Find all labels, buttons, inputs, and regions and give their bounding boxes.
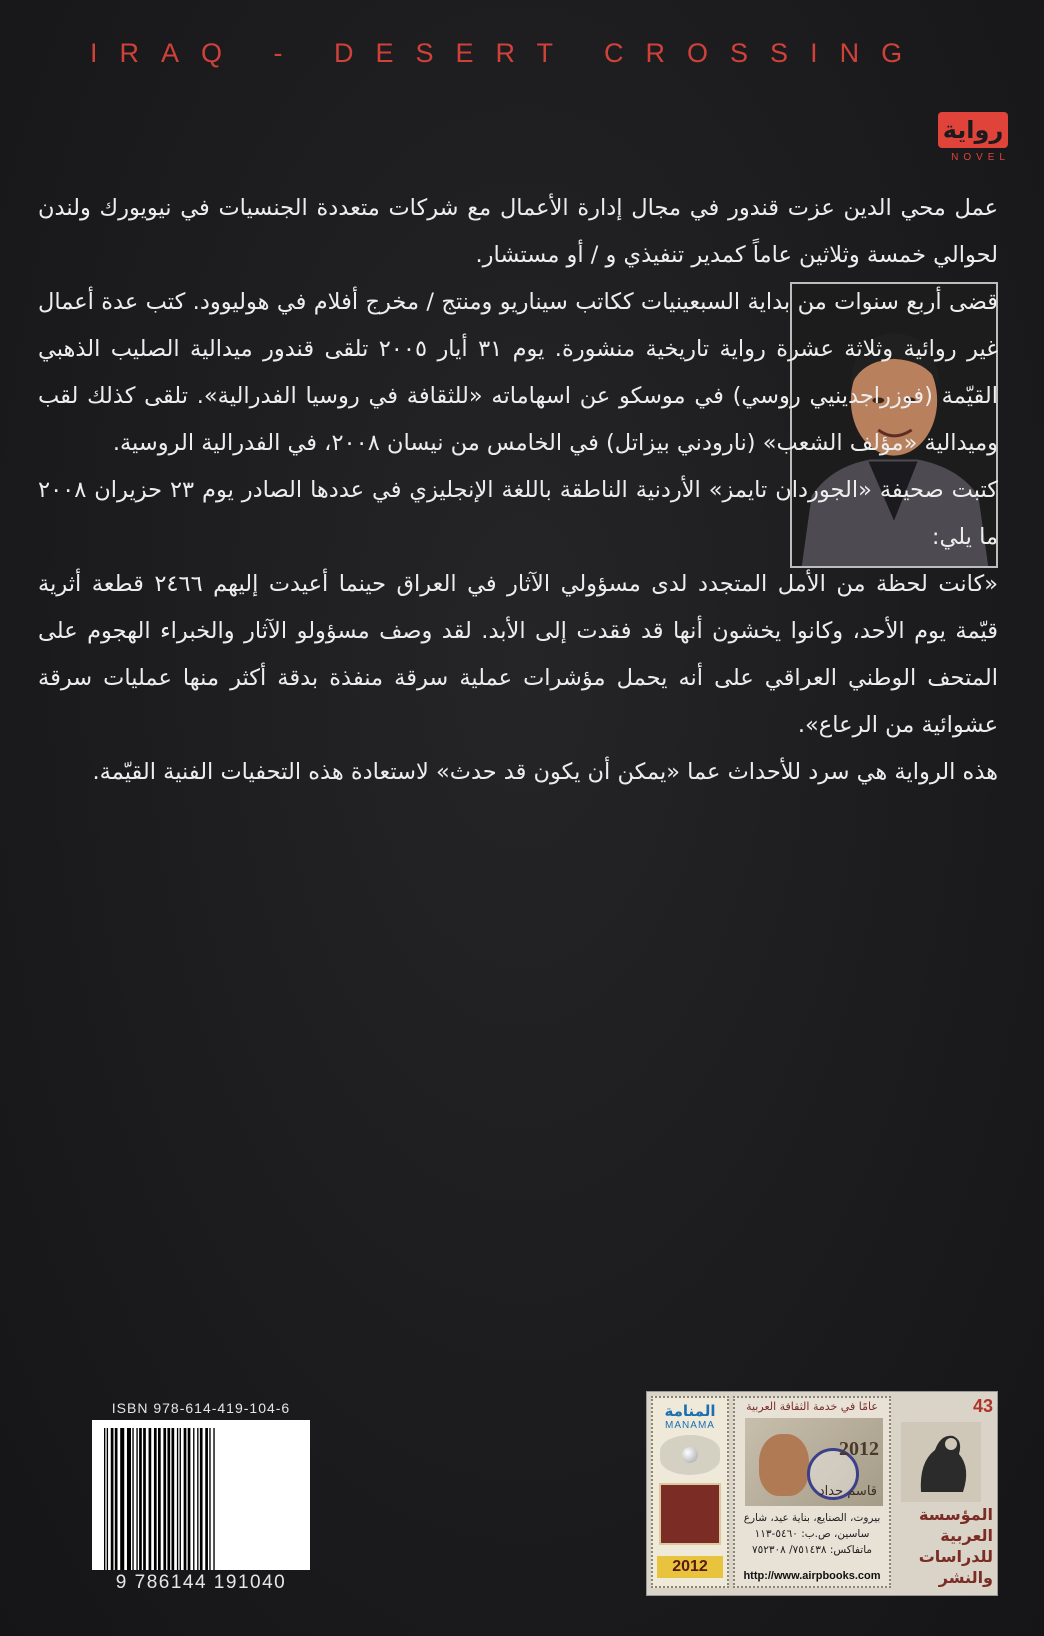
publisher-emblem-icon (901, 1422, 981, 1502)
anniversary-stamp (733, 1396, 891, 1588)
barcode-bar (172, 1428, 175, 1570)
barcode-bar (139, 1428, 142, 1570)
manama-arabic: المنامة (664, 1402, 716, 1420)
barcode-bar (136, 1428, 137, 1570)
barcode-bar (209, 1428, 210, 1570)
novel-logo (928, 112, 1010, 170)
pearl-icon (660, 1435, 720, 1475)
poet-face-icon (759, 1434, 809, 1496)
barcode-bar (167, 1428, 170, 1570)
author-bio-paragraph-1: عمل محي الدين عزت قندور في مجال إدارة الأعمال مع شركات متعددة الجنسيات في نيويورك ولندن لحوالي خمسة وثلاثين عاماً كمدير تنفيذي و / أو مستشار. (38, 195, 998, 268)
manama-stamp (651, 1396, 729, 1588)
logo-sub: NOVEL (951, 152, 1010, 163)
series-title: IRAQ - DESERT CROSSING (90, 38, 925, 68)
calligraphy-seal-icon (659, 1483, 721, 1545)
barcode-bars (102, 1428, 300, 1570)
isbn-number: 9 786144 191040 (115, 1572, 287, 1593)
barcode-block (92, 1400, 310, 1610)
stamp-name: قاسم حداد (818, 1484, 877, 1499)
press-intro-paragraph: كتبت صحيفة «الجوردان تايمز» الأردنية الناطقة باللغة الإنجليزي في عددها الصادر يوم ٢٣ حزيران ٢٠٠٨ ما يلي: (38, 477, 998, 550)
barcode-bar (107, 1428, 108, 1570)
barcode-bar (120, 1428, 124, 1570)
barcode-bar (213, 1428, 214, 1570)
manama-year: 2012 (657, 1556, 723, 1578)
stamp-number: 43 (972, 1396, 993, 1416)
novel-summary-paragraph: هذه الرواية هي سرد للأحداث عما «يمكن أن يكون قد حدث» لاستعادة هذه التحفيات الفنية القيّمة. (92, 759, 998, 785)
barcode-bar (149, 1428, 152, 1570)
barcode-bar (132, 1428, 133, 1570)
barcode-bar (180, 1428, 181, 1570)
barcode-bar (158, 1428, 161, 1570)
publisher-stamp (646, 1391, 998, 1596)
publisher-url: http://www.airpbooks.com (743, 1570, 881, 1582)
barcode-bar (177, 1428, 178, 1570)
author-bio-paragraph-2: قضى أربع سنوات من بداية السبعينيات ككاتب سيناريو ومنتج / مخرج أفلام في هوليوود. كتب عدة أعمال غير روائية وثلاثة عشرة رواية تاريخية منشورة. يوم ٣١ أيار ٢٠٠٥ تلقى قندور ميدالية الصليب الذهبي القيّمة (فوزراجدينيي روسي) في موسكو عن اسهاماته «للثقافة في روسيا الفدرالية». تلقى كذلك لقب وميدالية «مؤلف الشعب» (نارودني بيزاتل) في الخامس من نيسان ٢٠٠٨، في الفدرالية الروسية. (38, 289, 998, 456)
publisher-address: بيروت، الصنايع، بناية عيد، شارع ساسين، ص.ب: ٥٤٦٠-١١٣ ماتفاكس: ٧٥١٤٣٨/ ٧٥٢٣٠٨ (743, 1512, 881, 1556)
manama-english: MANAMA (665, 1420, 715, 1431)
barcode-bar (197, 1428, 198, 1570)
barcode-bar (115, 1428, 118, 1570)
stamp-year: 2012 (839, 1438, 879, 1460)
barcode-bar (200, 1428, 203, 1570)
publisher-name: المؤسسة العربية للدراسات والنشر (918, 1505, 993, 1587)
barcode-bar (163, 1428, 166, 1570)
barcode-bar (184, 1428, 187, 1570)
barcode-bar (111, 1428, 114, 1570)
barcode-bar (193, 1428, 194, 1570)
press-quote-paragraph: «كانت لحظة من الأمل المتجدد لدى مسؤولي الآثار في العراق حينما أعيدت إليهم ٢٤٦٦ قطعة أثرية قيّمة يوم الأحد، وكانوا يخشون أنها قد فقدت إلى الأبد. لقد وصف مسؤولو الآثار والخبراء الهجوم على المتحف الوطني العراقي على أنه يحمل مؤشرات عملية سرقة منفذة بدقة أكثر منها عمليات سرقة عشوائية من الرعاع». (38, 571, 999, 738)
stamp-header: عامًا في خدمة الثقافة العربية (746, 1400, 878, 1413)
barcode-bar (205, 1428, 208, 1570)
synopsis (38, 185, 998, 796)
barcode-image (92, 1420, 310, 1570)
barcode-bar (143, 1428, 146, 1570)
barcode-bar (188, 1428, 191, 1570)
barcode-bar (104, 1428, 105, 1570)
publisher-logo (895, 1396, 995, 1588)
logo-mark: رواية (938, 112, 1008, 148)
barcode-bar (127, 1428, 131, 1570)
isbn-label: ISBN 978-614-419-104-6 (111, 1400, 291, 1416)
barcode-bar (154, 1428, 157, 1570)
